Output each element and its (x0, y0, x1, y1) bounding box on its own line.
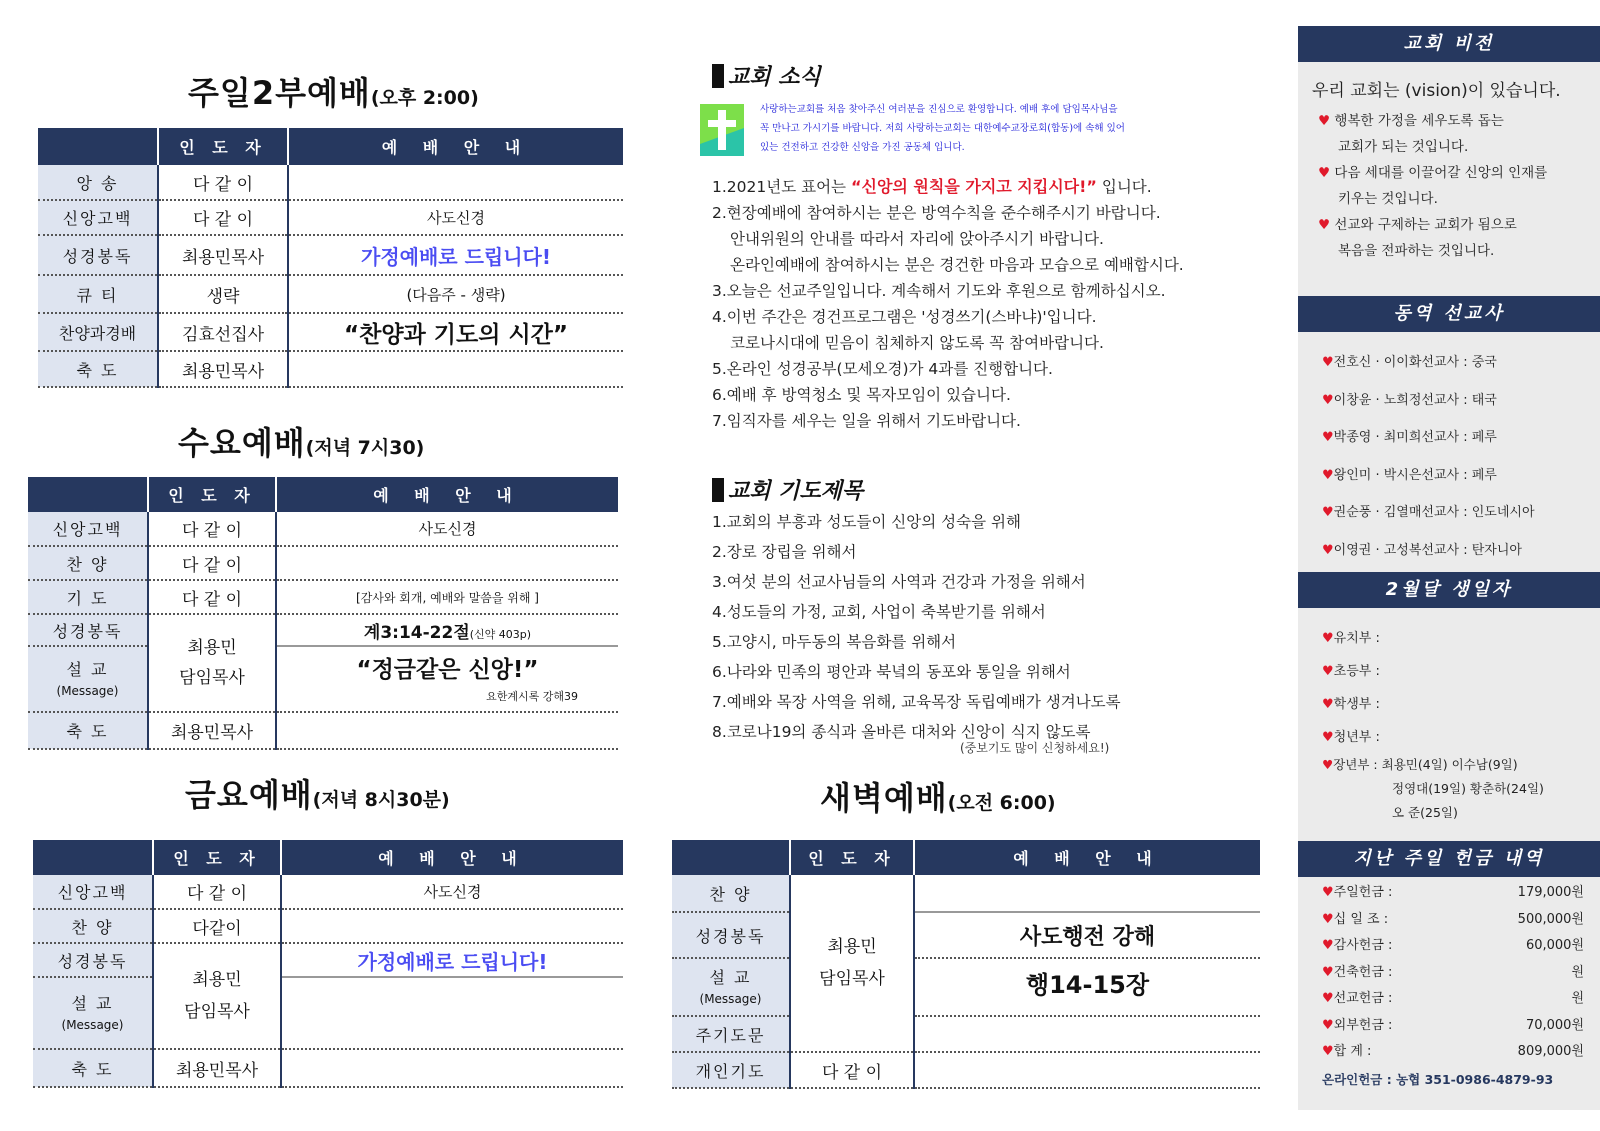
heart-icon: ♥ (1322, 467, 1334, 483)
wednesday-header-info: 예 배 안 내 (276, 477, 618, 512)
table-row (28, 614, 618, 646)
heart-icon: ♥ (1322, 991, 1334, 1006)
merged-leader-cell (790, 875, 914, 1052)
missionary-text: 이창윤 · 노희정선교사 : 태국 (1333, 392, 1497, 408)
table-row (28, 646, 618, 712)
online-offering: 온라인헌금 : 농협 351-0986-4879-93 (1322, 1072, 1554, 1087)
missionary-text: 전호신 · 이이화선교사 : 중국 (1333, 355, 1497, 370)
list-item (1322, 907, 1584, 934)
intro-line: 꼭 만나고 가시기를 바랍니다. 저희 사랑하는교회는 대한예수교장로회(합동)에 속해 있어 (760, 123, 1125, 134)
list-item (1322, 622, 1380, 655)
heart-icon: ♥ (1322, 355, 1334, 370)
row-leader: 다 같 이 (148, 546, 276, 580)
row-label: 축 도 (33, 1049, 153, 1087)
vision-heading: 교회 비전 (1298, 26, 1600, 62)
merged-leader-line2: 담임목사 (819, 969, 885, 989)
table-row (28, 546, 618, 580)
offering-heading: 지난 주일 헌금 내역 (1298, 841, 1600, 877)
row-leader: 생략 (158, 275, 288, 313)
intro-line: 있는 건전하고 건강한 신앙을 가진 공동체 입니다. (760, 142, 965, 153)
row-label: 찬 양 (672, 875, 790, 912)
heading-square-icon (712, 64, 724, 88)
list-item (1322, 753, 1544, 777)
dawn-table (672, 840, 1260, 1089)
offering-label: 선교헌금 : (1333, 991, 1393, 1006)
sunday2-title (188, 68, 479, 114)
row-info (288, 165, 623, 200)
prayer-heading-text: 교회 기도제목 (728, 479, 864, 504)
birthday-text: 초등부 : (1333, 664, 1380, 679)
list-item: 1.교회의 부흥과 성도들이 신앙의 성숙을 위해 (712, 513, 1021, 531)
row-label: 축 도 (38, 351, 158, 387)
offering-label: 감사헌금 : (1333, 938, 1393, 953)
merged-leader-line2: 담임목사 (179, 668, 245, 688)
vision-lead: 우리 교회는 (vision)이 있습니다. (1312, 81, 1561, 101)
list-item: 2.장로 장립을 위해서 (712, 543, 857, 561)
list-item (1322, 655, 1380, 688)
list-item (1322, 382, 1535, 420)
offering-amount: 60,000원 (1525, 938, 1584, 953)
news-text: 1.2021년도 표어는 (712, 178, 851, 196)
vision-text: 복음을 전파하는 것입니다. (1338, 243, 1495, 259)
news-list (712, 174, 1252, 434)
list-item (1322, 933, 1584, 960)
offering-label: 합 계 : (1333, 1044, 1372, 1059)
offering-amount: 809,000원 (1517, 1044, 1584, 1059)
vision-text: 선교와 구제하는 교회가 됨으로 (1334, 217, 1517, 233)
sermon-title: “정금같은 신앙!” (356, 657, 539, 683)
merged-leader-line2: 담임목사 (184, 1002, 250, 1022)
merged-leader-cell (153, 943, 281, 1049)
heart-icon: ♥ (1322, 730, 1334, 745)
list-item (1322, 688, 1380, 721)
row-leader: 최용민목사 (158, 351, 288, 387)
offering-label: 건축헌금 : (1333, 964, 1393, 980)
list-item (1318, 212, 1547, 238)
list-item (1322, 960, 1584, 987)
vision-text: 교회가 되는 것입니다. (1338, 139, 1469, 155)
row-info: 사도신경 (288, 200, 623, 235)
dawn-title (820, 773, 1056, 819)
vision-text: 행복한 가정을 세우도록 돕는 (1334, 113, 1504, 129)
prayer-footer: (중보기도 많이 신청하세요!) (960, 741, 1110, 755)
offering-amount: 500,000원 (1517, 911, 1584, 927)
row-info: 사도신경 (276, 512, 618, 546)
table-row (38, 351, 623, 387)
news-heading (712, 60, 821, 91)
list-item (1322, 721, 1380, 754)
row-info (288, 351, 623, 387)
table-row (28, 512, 618, 546)
list-item (1322, 419, 1535, 457)
sunday2-time: (오후 2:00) (370, 87, 479, 109)
row-label: 설 교 (71, 994, 114, 1013)
row-label-sub: (Message) (56, 684, 119, 698)
motto-highlight: “신앙의 원칙을 가지고 지킵시다!” (850, 177, 1097, 196)
row-label: 성경봉독 (38, 235, 158, 275)
intro-line: 사랑하는교회를 처음 찾아주신 여러분을 진심으로 환영합니다. 예배 후에 담임목사님을 (760, 104, 1118, 115)
row-info (281, 977, 623, 1049)
row-leader: 다 같 이 (790, 1052, 914, 1088)
wednesday-time: (저녁 7시30) (305, 437, 425, 459)
offering-label: 십 일 조 : (1333, 911, 1389, 927)
table-row (38, 200, 623, 235)
vision-text: 키우는 것입니다. (1338, 191, 1438, 207)
row-leader: 다 같 이 (158, 200, 288, 235)
table-row (38, 235, 623, 275)
birthdays-heading: 2월달 생일자 (1298, 572, 1600, 608)
row-label-sub: (Message) (61, 1018, 124, 1032)
table-row (33, 943, 623, 977)
offering-label: 외부헌금 : (1333, 1017, 1393, 1033)
birthday-names: 최용민(4일) 이수남(9일) (1381, 757, 1518, 772)
offering-label: 주일헌금 : (1333, 885, 1393, 900)
merged-leader-cell (148, 614, 276, 712)
dawn-passage: 행14-15장 (1025, 971, 1150, 999)
table-row (28, 712, 618, 749)
row-label: 축 도 (28, 712, 148, 749)
row-label: 찬 양 (28, 546, 148, 580)
vision-text: 다음 세대를 이끌어갈 신앙의 인재를 (1334, 165, 1548, 181)
heart-icon: ♥ (1322, 757, 1334, 772)
heart-icon: ♥ (1322, 505, 1334, 520)
row-label: 찬양과경배 (38, 313, 158, 351)
merged-leader-line1: 최용민 (827, 937, 877, 957)
dawn-time: (오전 6:00) (947, 792, 1056, 814)
row-leader: 김효선집사 (158, 313, 288, 351)
vision-list (1318, 108, 1547, 264)
birthday-text: 장년부 : (1333, 757, 1378, 772)
row-label: 설 교 (66, 660, 109, 679)
sunday2-header-blank (38, 128, 158, 165)
heart-icon: ♥ (1318, 165, 1331, 181)
list-item (1322, 1039, 1584, 1066)
list-item: 6.나라와 민족의 평안과 북녘의 동포와 통일을 위해서 (712, 663, 1071, 681)
heart-icon: ♥ (1322, 430, 1334, 445)
list-item: 7.임직자를 세우는 일을 위해서 기도바랍니다. (712, 412, 1021, 430)
missionary-text: 이영권 · 고성복선교사 : 탄자니아 (1333, 542, 1522, 558)
list-item (1322, 457, 1535, 495)
friday-title-text: 금요예배 (185, 776, 313, 814)
row-leader: 최용민목사 (153, 1049, 281, 1087)
row-label: 성경봉독 (33, 943, 153, 977)
row-leader: 다 같 이 (153, 875, 281, 909)
offering-amount: 원 (1571, 964, 1584, 980)
sunday2-header-leader: 인 도 자 (158, 128, 288, 165)
sermon-series: 요한계시록 강해39 (486, 690, 578, 703)
news-text: 입니다. (1096, 178, 1152, 196)
list-item: 온라인예배에 참여하시는 분은 경건한 마음과 모습으로 예배합시다. (730, 256, 1184, 274)
wednesday-title-text: 수요예배 (178, 424, 306, 462)
heart-icon: ♥ (1322, 631, 1334, 646)
heart-icon: ♥ (1322, 964, 1334, 980)
friday-header-blank (33, 840, 153, 875)
list-item: 3.여섯 분의 선교사님들의 사역과 건강과 가정을 위해서 (712, 573, 1086, 591)
row-leader: 다 같 이 (148, 580, 276, 614)
missionary-text: 권순풍 · 김열매선교사 : 인도네시아 (1333, 505, 1535, 520)
sunday2-header-info: 예 배 안 내 (288, 128, 623, 165)
list-item (712, 174, 1252, 200)
heart-icon: ♥ (1318, 113, 1331, 129)
birthday-names: 오 준(25일) (1392, 805, 1458, 820)
list-item: 코로나시대에 믿음이 침체하지 않도록 꼭 참여바랍니다. (730, 334, 1104, 352)
news-intro (760, 100, 1240, 157)
birthday-names: 정영대(19일) 황춘하(24일) (1392, 781, 1544, 796)
table-row (672, 1016, 1260, 1052)
birthday-text: 청년부 : (1333, 730, 1380, 745)
row-leader: 최용민목사 (148, 712, 276, 749)
merged-leader-line1: 최용민 (192, 970, 242, 990)
list-item (1322, 494, 1535, 532)
wednesday-header-blank (28, 477, 148, 512)
row-info: [감사와 회개, 예배와 말씀을 위해 ] (276, 580, 618, 614)
offering-amount: 179,000원 (1517, 885, 1584, 900)
row-label: 성경봉독 (28, 614, 148, 646)
birthdays-list (1322, 622, 1380, 754)
row-info: 사도신경 (281, 875, 623, 909)
row-label-sub: (Message) (699, 992, 762, 1006)
row-label: 앙 송 (38, 165, 158, 200)
table-row (33, 977, 623, 1049)
list-item: 2.현장예배에 참여하시는 분은 방역수칙을 준수해주시기 바랍니다. (712, 204, 1161, 222)
heading-square-icon (712, 478, 724, 502)
row-label: 설 교 (709, 968, 752, 987)
row-info (914, 875, 1260, 912)
heart-icon: ♥ (1322, 911, 1334, 927)
row-info-highlight: 가정예배로 드립니다! (361, 244, 551, 269)
sunday2-title-text: 주일2부예배 (188, 74, 371, 112)
wednesday-table (28, 477, 618, 750)
table-row (33, 1049, 623, 1087)
list-item (1322, 986, 1584, 1013)
table-row (38, 275, 623, 313)
list-item (1318, 108, 1547, 134)
row-label: 신앙고백 (28, 512, 148, 546)
list-item (1322, 1013, 1584, 1040)
heart-icon: ♥ (1322, 1017, 1334, 1033)
row-info: (다음주 - 생략) (288, 275, 623, 313)
table-row (38, 165, 623, 200)
birthdays-adult (1322, 753, 1544, 825)
list-item: 6.예배 후 방역청소 및 목자모임이 있습니다. (712, 386, 1011, 404)
row-label: 큐 티 (38, 275, 158, 313)
news-heading-text: 교회 소식 (728, 65, 821, 90)
dawn-title-text: 새벽예배 (820, 779, 948, 817)
wednesday-title (178, 418, 424, 464)
table-row (672, 1052, 1260, 1088)
heart-icon: ♥ (1322, 392, 1334, 408)
row-leader: 다 같 이 (148, 512, 276, 546)
row-leader: 다 같 이 (158, 165, 288, 200)
list-item (1322, 532, 1535, 570)
list-item (1322, 880, 1584, 907)
list-item: 5.고양시, 마두동의 복음화를 위해서 (712, 633, 957, 651)
birthday-text: 유치부 : (1333, 631, 1380, 646)
table-row (33, 875, 623, 909)
friday-title (185, 770, 450, 816)
list-item: 안내위원의 안내를 따라서 자리에 앉아주시기 바랍니다. (730, 230, 1104, 248)
list-item (1322, 344, 1535, 382)
row-info (914, 1016, 1260, 1052)
friday-table (33, 840, 623, 1088)
list-item: 4.성도들의 가정, 교회, 사업이 축복받기를 위해서 (712, 603, 1046, 621)
missionaries-heading: 동역 선교사 (1298, 296, 1600, 332)
offering-amount: 원 (1571, 991, 1584, 1006)
wednesday-header-leader: 인 도 자 (148, 477, 276, 512)
friday-header-leader: 인 도 자 (153, 840, 281, 875)
table-row (28, 580, 618, 614)
table-row (672, 875, 1260, 912)
heart-icon: ♥ (1318, 217, 1331, 233)
list-item: 8.코로나19의 종식과 올바른 대처와 신앙이 식지 않도록 (712, 723, 1091, 741)
row-info (914, 1052, 1260, 1088)
dawn-header-info: 예 배 안 내 (914, 840, 1260, 875)
friday-time: (저녁 8시30분) (312, 789, 450, 811)
row-label: 신앙고백 (33, 875, 153, 909)
table-row (38, 313, 623, 351)
row-label: 개인기도 (672, 1052, 790, 1088)
row-label: 주기도문 (672, 1016, 790, 1052)
list-item: 7.예배와 목장 사역을 위해, 교육목장 독립예배가 생겨나도록 (712, 693, 1121, 711)
list-item: 5.온라인 성경공부(모세오경)가 4과를 진행합니다. (712, 360, 1053, 378)
reading-page: (신약 403p) (469, 627, 532, 641)
sunday2-table (38, 128, 623, 388)
table-row (33, 909, 623, 943)
birthday-text: 학생부 : (1333, 697, 1380, 712)
list-item: 4.이번 주간은 경건프로그램은 '성경쓰기(스바냐)'입니다. (712, 308, 1097, 326)
list-item (1318, 160, 1547, 186)
row-label: 찬 양 (33, 909, 153, 943)
cross-logo-icon (700, 104, 744, 156)
row-label: 성경봉독 (672, 912, 790, 958)
row-info-highlight: 가정예배로 드립니다! (357, 949, 548, 974)
dawn-series: 사도행전 강해 (1019, 924, 1156, 950)
missionaries-list (1322, 344, 1535, 569)
row-leader: 최용민목사 (158, 235, 288, 275)
heart-icon: ♥ (1322, 664, 1334, 679)
row-label: 신앙고백 (38, 200, 158, 235)
heart-icon: ♥ (1322, 885, 1334, 900)
row-info (276, 546, 618, 580)
table-row (672, 958, 1260, 1016)
heart-icon: ♥ (1322, 938, 1334, 953)
heart-icon: ♥ (1322, 697, 1334, 712)
row-info (281, 909, 623, 943)
row-label: 기 도 (28, 580, 148, 614)
merged-leader-line1: 최용민 (187, 638, 237, 658)
missionary-text: 왕인미 · 박시은선교사 : 페루 (1333, 467, 1497, 483)
dawn-header-blank (672, 840, 790, 875)
dawn-header-leader: 인 도 자 (790, 840, 914, 875)
offering-amount: 70,000원 (1525, 1017, 1584, 1033)
prayer-list (712, 507, 1252, 747)
row-info-quote: “찬양과 기도의 시간” (344, 321, 568, 348)
table-row (672, 912, 1260, 958)
row-info (276, 712, 618, 749)
list-item: 3.오늘은 선교주일입니다. 계속해서 기도와 후원으로 함께하십시오. (712, 282, 1166, 300)
offering-list (1322, 880, 1584, 1066)
row-info (281, 1049, 623, 1087)
missionary-text: 박종영 · 최미희선교사 : 페루 (1333, 430, 1497, 445)
reading-passage: 계3:14-22절 (363, 622, 470, 643)
friday-header-info: 예 배 안 내 (281, 840, 623, 875)
heart-icon: ♥ (1322, 1044, 1334, 1059)
heart-icon: ♥ (1322, 542, 1334, 558)
prayer-heading (712, 474, 863, 505)
row-leader: 다같이 (153, 909, 281, 943)
